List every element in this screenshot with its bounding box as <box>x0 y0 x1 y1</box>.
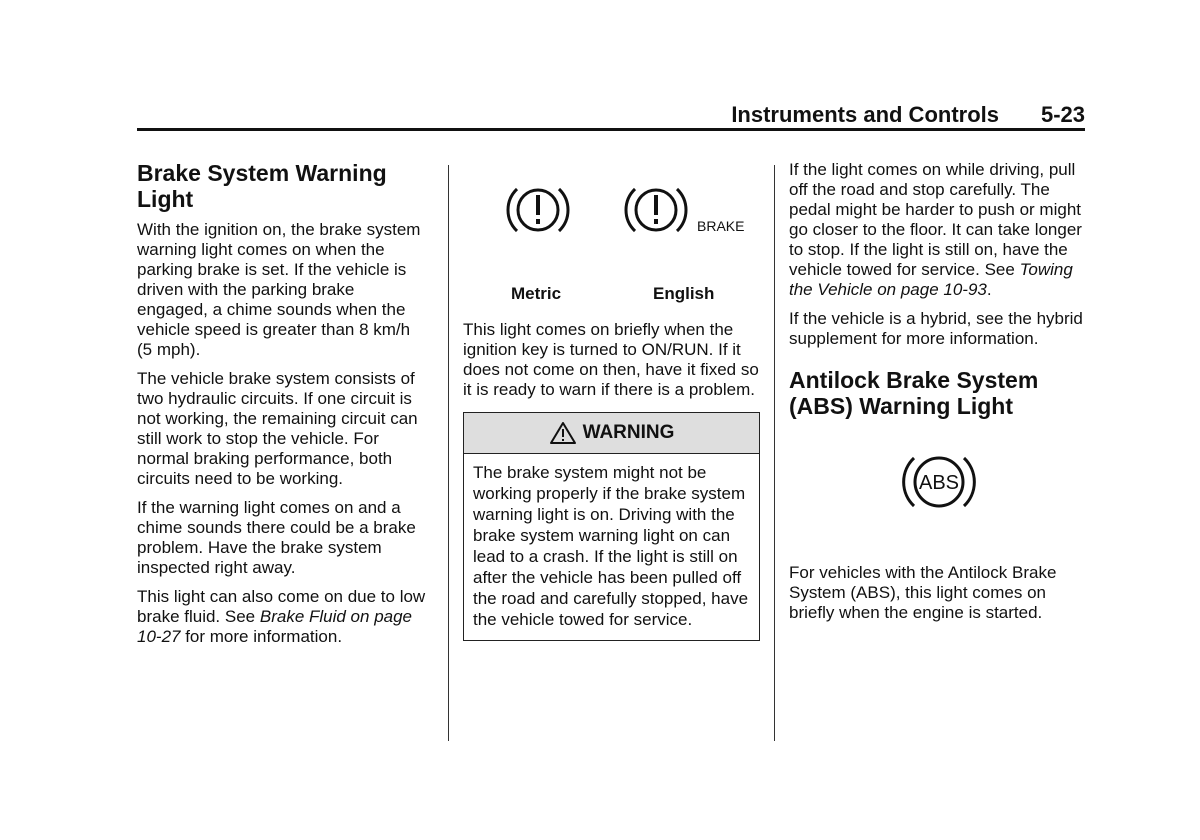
cross-reference: Brake Fluid on page 10-27 <box>137 607 413 646</box>
brake-warning-heading: Brake System Warning Light <box>137 160 387 212</box>
brake-warning-english-icon <box>621 180 691 240</box>
abs-icon-area <box>789 433 1087 563</box>
warning-text: The brake system might not be working properly if the brake system warning light is on. Driving with the brake system warning light on can lead to a crash. If the light is still on after the vehicle has been pulled off the road and carefully stopped, have the vehicle towed for service. <box>473 463 749 629</box>
page-header <box>137 100 1085 132</box>
abs-warning-icon <box>897 451 981 513</box>
text: This light can also come on due to low brake fluid. See <box>137 587 426 626</box>
text: . <box>986 280 992 299</box>
paragraph: With the ignition on, the brake system warning light comes on when the parking brake is set. If the vehicle is driven with the parking brake engaged, a chime sounds when the vehicle speed is greater than 8 km/h (5 mph). <box>137 220 421 359</box>
warning-title: WARNING <box>582 422 675 443</box>
right-column <box>789 160 1087 632</box>
abs-warning-heading: Antilock Brake System (ABS) Warning Light <box>789 367 1039 419</box>
paragraph <box>137 587 429 647</box>
left-column <box>137 160 429 656</box>
warning-triangle-icon <box>549 421 577 445</box>
paragraph: If the vehicle is a hybrid, see the hybrid supplement for more information. <box>789 309 1083 348</box>
paragraph <box>789 160 1087 300</box>
section-title: Instruments and Controls <box>731 102 999 127</box>
warning-header <box>464 413 759 454</box>
paragraph: If the warning light comes on and a chime sounds there could be a brake problem. Have the brake system inspected right away. <box>137 498 416 577</box>
brake-label: BRAKE <box>697 218 745 234</box>
brake-warning-metric-icon <box>503 180 573 240</box>
page-number: 5-23 <box>1040 102 1085 127</box>
cross-reference: Towing the Vehicle on page 10-93 <box>789 260 1073 299</box>
paragraph: This light comes on briefly when the ignition key is turned to ON/RUN. If it does not come on then, have it fixed so it is ready to warn if there is a problem. <box>463 320 759 399</box>
text: for more information. <box>180 627 343 646</box>
header-rule <box>137 128 1085 131</box>
middle-column <box>463 180 760 641</box>
paragraph: The vehicle brake system consists of two hydraulic circuits. If one circuit is not working, the remaining circuit can still work to stop the vehicle. For normal braking performance, both circuits need to be working. <box>137 369 418 488</box>
english-caption: English <box>653 284 715 303</box>
column-divider-left <box>448 165 449 741</box>
paragraph: For vehicles with the Antilock Brake System (ABS), this light comes on briefly when the engine is started. <box>789 563 1057 622</box>
abs-icon-label: ABS <box>918 472 960 494</box>
brake-icons <box>463 180 760 303</box>
warning-box <box>463 412 760 641</box>
column-divider-right <box>774 165 775 741</box>
metric-caption: Metric <box>511 284 562 303</box>
text: If the light comes on while driving, pull off the road and stop carefully. The pedal might be harder to push or might go closer to the floor. It can take longer to stop. If the light is still on, have the vehicle towed for service. See <box>789 160 1082 279</box>
